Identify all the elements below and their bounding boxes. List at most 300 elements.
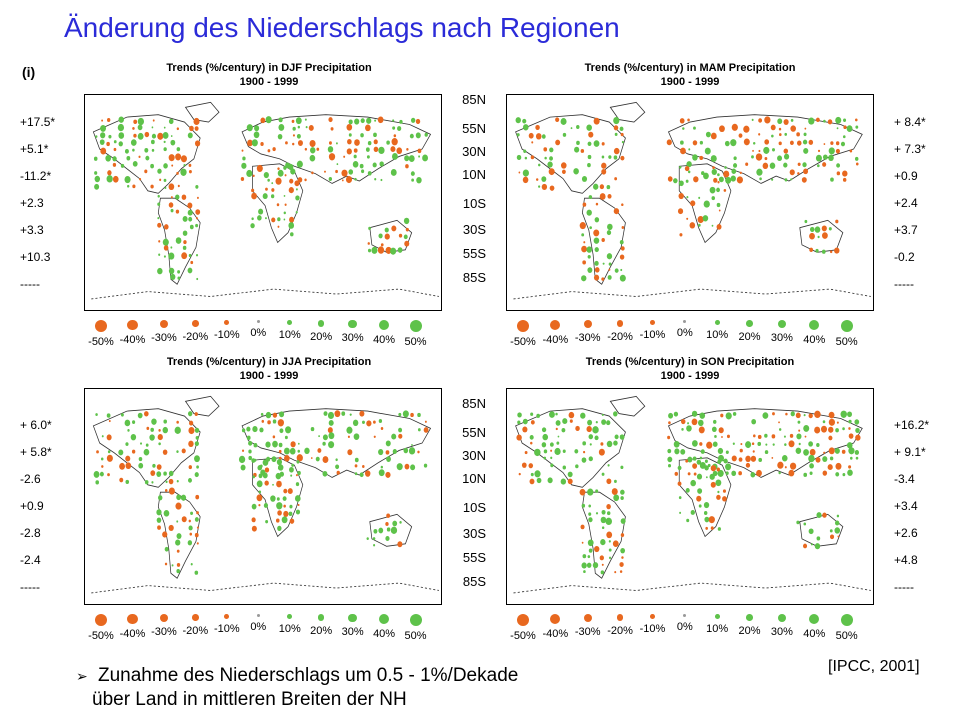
legend-item	[336, 320, 370, 344]
trend-dot	[523, 169, 529, 176]
trend-dot	[764, 116, 770, 123]
trend-dot	[394, 134, 397, 137]
trend-dot	[771, 125, 776, 131]
trend-dot	[606, 420, 610, 425]
trend-dot	[828, 464, 833, 470]
trend-dot	[190, 261, 193, 264]
trend-dot	[276, 473, 281, 479]
trend-dot	[163, 163, 168, 168]
trend-dot	[121, 164, 124, 168]
trend-dot	[619, 562, 623, 567]
trend-dot	[517, 155, 522, 160]
trend-dot	[316, 148, 319, 151]
trend-dot	[127, 429, 129, 432]
trend-dot	[593, 229, 599, 236]
trend-dot	[373, 544, 375, 546]
trend-dot	[100, 472, 104, 477]
trend-dot	[285, 174, 287, 176]
trend-dot	[109, 420, 111, 422]
trend-dot	[405, 464, 410, 470]
trend-dot	[310, 140, 316, 147]
trend-dot	[592, 426, 598, 433]
trend-dot	[254, 443, 258, 447]
trend-dot	[144, 170, 147, 174]
trend-dot	[374, 120, 376, 122]
trend-dot	[586, 426, 591, 432]
trend-dot	[855, 450, 859, 455]
trend-dot	[802, 177, 807, 183]
trend-dot	[711, 133, 717, 140]
trend-dot	[283, 489, 287, 494]
trend-dot	[175, 153, 181, 160]
trend-dot	[784, 119, 789, 125]
trend-dot	[613, 441, 618, 446]
trend-dot	[125, 480, 129, 484]
trend-dot	[759, 177, 762, 180]
trend-dot	[107, 118, 110, 122]
trend-dot	[385, 234, 390, 240]
trend-dot	[687, 422, 689, 424]
trend-dot	[410, 464, 415, 470]
trend-dot	[542, 184, 547, 190]
trend-dot	[753, 450, 755, 452]
trend-dot	[310, 155, 316, 162]
trend-dot	[615, 435, 619, 440]
trend-dot	[295, 495, 301, 502]
trend-dot	[785, 413, 787, 416]
trend-dot	[157, 268, 162, 274]
trend-dot	[726, 451, 729, 454]
map-title: Trends (%/century) in DJF Precipitation	[166, 62, 372, 74]
trend-dot	[397, 126, 401, 131]
trend-dot	[697, 488, 702, 494]
trend-dot	[589, 195, 592, 199]
trend-dot	[108, 450, 111, 453]
trend-dot	[304, 448, 309, 454]
trend-dot	[95, 413, 98, 416]
trend-dot	[241, 163, 246, 169]
trend-dot	[790, 125, 796, 131]
trend-dot	[251, 189, 254, 193]
legend-label: -40%	[119, 628, 146, 641]
trend-dot	[113, 176, 119, 183]
trend-dot	[298, 126, 300, 129]
trend-dot	[536, 414, 540, 418]
trend-dot	[258, 209, 263, 215]
trend-dot	[261, 413, 264, 416]
trend-dot	[94, 184, 99, 190]
trend-dot	[723, 489, 726, 492]
trend-dot	[107, 434, 112, 440]
trend-dot	[399, 120, 402, 124]
trend-dot	[346, 124, 352, 131]
legend-dot	[715, 614, 720, 619]
trend-dot	[118, 124, 124, 131]
trend-dot	[836, 149, 840, 154]
trend-dot	[169, 119, 174, 124]
trend-dot	[191, 563, 193, 565]
legend-dot	[683, 614, 686, 617]
trend-dot	[823, 471, 828, 476]
trend-dot	[822, 250, 826, 254]
legend-dot	[160, 614, 168, 622]
trend-dot	[765, 450, 768, 454]
trend-dot	[836, 163, 840, 167]
trend-dot	[779, 141, 782, 145]
trend-dot	[721, 436, 723, 438]
trend-dot	[289, 512, 293, 516]
trend-dot	[260, 118, 265, 124]
trend-dot	[612, 488, 618, 495]
trend-dot	[710, 474, 715, 480]
trend-dot	[758, 133, 760, 135]
legend-label: -30%	[151, 332, 177, 345]
trend-dot	[599, 449, 605, 456]
trend-dot	[855, 157, 858, 161]
trend-dot	[581, 246, 587, 253]
trend-dot	[692, 463, 697, 469]
trend-dot	[782, 455, 788, 461]
latitude-label: 30N	[462, 144, 486, 159]
trend-dot	[607, 224, 613, 230]
trend-dot	[847, 125, 853, 132]
trend-dot	[803, 425, 809, 432]
trend-dot	[337, 163, 339, 165]
trend-dot	[719, 210, 721, 212]
trend-dot	[790, 141, 794, 145]
trend-dot	[277, 203, 280, 206]
region-trend-value: -2.6	[20, 472, 41, 486]
trend-dot	[386, 141, 390, 145]
trend-dot	[290, 474, 292, 476]
trend-dot	[701, 449, 705, 454]
trend-dot	[163, 449, 168, 454]
legend-dot	[584, 614, 592, 622]
trend-dot	[391, 527, 397, 534]
trend-dot	[764, 139, 769, 144]
trend-dot	[842, 171, 847, 177]
region-trend-value: +0.9	[20, 499, 44, 513]
trend-dot	[329, 141, 332, 144]
trend-dot	[704, 201, 710, 208]
legend-dot	[550, 320, 560, 330]
latitude-label: 55S	[462, 550, 486, 565]
trend-dot	[568, 479, 573, 485]
map-panel-mam	[500, 62, 880, 362]
trend-dot	[373, 537, 376, 540]
trend-dot	[593, 562, 598, 568]
trend-dot	[100, 148, 106, 155]
trend-dot	[589, 434, 594, 439]
region-trend-value: -2.8	[20, 526, 41, 540]
legend-item	[733, 320, 767, 343]
latitude-label: 85S	[462, 270, 486, 285]
trend-dot	[278, 226, 280, 228]
trend-dot	[289, 467, 294, 473]
latitude-label: 55N	[462, 425, 486, 440]
trend-dot	[306, 126, 308, 128]
trend-dot	[360, 472, 364, 477]
trend-dot	[561, 428, 565, 432]
trend-dot	[804, 414, 806, 416]
trend-dot	[329, 420, 334, 426]
trend-dot	[790, 178, 792, 180]
trend-dot	[404, 235, 408, 240]
trend-dot	[835, 472, 839, 476]
trend-dot	[353, 161, 359, 168]
trend-dot	[379, 161, 383, 166]
trend-dot	[196, 217, 198, 219]
trend-dot	[587, 420, 592, 426]
trend-dot	[378, 449, 383, 455]
trend-dot	[283, 511, 288, 517]
trend-dot	[328, 117, 332, 122]
trend-dot	[561, 118, 567, 125]
trend-dot	[790, 463, 796, 470]
trend-dot	[588, 539, 594, 546]
trend-dot	[360, 133, 364, 137]
trend-dot	[195, 472, 199, 477]
continent-outline	[516, 115, 626, 194]
trend-dot	[317, 448, 321, 453]
latitude-label: 10N	[462, 167, 486, 182]
trend-dot	[417, 413, 421, 417]
trend-dot	[818, 236, 820, 238]
trend-dot	[105, 155, 111, 162]
trend-dot	[777, 118, 782, 124]
trend-dot	[107, 413, 111, 417]
trend-dot	[265, 520, 268, 523]
trend-dot	[808, 441, 813, 446]
trend-dot	[606, 518, 612, 525]
trend-dot	[288, 164, 293, 170]
trend-dot	[157, 464, 162, 470]
trend-dot	[170, 246, 172, 248]
trend-dot	[425, 421, 427, 423]
trend-dot	[667, 457, 672, 463]
trend-dot	[544, 449, 547, 453]
continent-outline	[242, 115, 430, 184]
legend-dot	[841, 320, 853, 332]
trend-dot	[175, 427, 181, 434]
trend-dot	[157, 202, 160, 205]
trend-dot	[602, 473, 605, 476]
legend-dot	[160, 320, 168, 328]
trend-dot	[424, 427, 429, 433]
trend-dot	[522, 119, 526, 124]
trend-dot	[296, 188, 298, 190]
trend-dot	[150, 428, 154, 432]
trend-dot	[251, 217, 253, 220]
trend-dot	[667, 436, 670, 439]
trend-dot	[620, 156, 624, 161]
trend-dot	[673, 178, 678, 183]
trend-dot	[788, 440, 794, 447]
trend-dot	[374, 436, 376, 438]
trend-dot	[581, 562, 586, 568]
trend-dot	[717, 203, 721, 207]
trend-dot	[194, 455, 200, 462]
trend-dot	[808, 455, 814, 462]
trend-dot	[843, 119, 846, 122]
legend-dot	[650, 614, 655, 619]
trend-dot	[680, 449, 685, 455]
trend-dot	[817, 536, 821, 540]
trend-dot	[257, 165, 263, 172]
legend-dot	[257, 320, 260, 323]
trend-dot	[242, 150, 244, 152]
trend-dot	[373, 421, 376, 424]
trend-dot	[538, 185, 540, 187]
trend-dot	[596, 421, 598, 423]
trend-dot	[828, 427, 833, 433]
trend-dot	[686, 488, 690, 493]
trend-dot	[195, 126, 199, 131]
trend-dot	[856, 457, 859, 460]
trend-dot	[183, 230, 188, 235]
trend-dot	[418, 428, 421, 431]
trend-dot	[790, 434, 793, 438]
trend-dot	[106, 142, 110, 146]
legend-label: 30%	[770, 332, 793, 345]
trend-dot	[854, 419, 859, 424]
trend-dot	[284, 448, 290, 455]
trend-dot	[706, 132, 711, 138]
trend-dot	[403, 410, 409, 417]
trend-dot	[613, 411, 618, 416]
trend-dot	[711, 155, 717, 162]
trend-dot	[138, 118, 144, 125]
trend-dot	[724, 189, 727, 192]
trend-dot	[534, 470, 540, 477]
trend-dot	[176, 210, 179, 214]
trend-dot	[328, 412, 334, 419]
trend-dot	[523, 177, 529, 183]
trend-dot	[381, 427, 384, 430]
trend-dot	[273, 413, 277, 418]
trend-dot	[516, 435, 521, 441]
trend-dot	[264, 503, 268, 508]
trend-dot	[278, 419, 284, 426]
trend-dot	[284, 218, 286, 220]
trend-dot	[620, 570, 622, 573]
trend-dot	[778, 471, 780, 474]
trend-dot	[602, 526, 604, 529]
trend-dot	[100, 139, 105, 145]
trend-dot	[285, 203, 287, 205]
trend-dot	[181, 495, 186, 501]
trend-dot	[164, 127, 166, 129]
region-trend-value: -0.2	[894, 250, 915, 264]
trend-dot	[778, 421, 780, 423]
trend-dot	[700, 457, 702, 460]
trend-dot	[607, 194, 611, 199]
trend-dot	[176, 172, 179, 175]
trend-dot	[188, 540, 192, 545]
trend-dot	[323, 471, 328, 477]
trend-dot	[335, 464, 339, 469]
legend-item	[84, 614, 118, 642]
trend-dot	[693, 456, 697, 460]
region-trend-value: + 6.0*	[20, 418, 52, 432]
region-values-mam	[890, 115, 955, 305]
trend-dot	[688, 148, 690, 150]
trend-dot	[145, 132, 150, 137]
trend-dot	[830, 456, 833, 460]
trend-dot	[668, 421, 671, 424]
trend-dot	[257, 215, 262, 220]
trend-dot	[758, 118, 762, 122]
trend-dot	[607, 185, 611, 189]
legend-item	[304, 614, 338, 637]
trend-dot	[693, 126, 696, 129]
trend-dot	[688, 472, 691, 475]
trend-dot	[690, 222, 696, 228]
trend-dot	[805, 128, 807, 130]
trend-dot	[680, 148, 686, 155]
trend-dot	[361, 118, 365, 123]
trend-dot	[815, 249, 818, 253]
trend-dot	[740, 172, 742, 174]
trend-dot	[296, 510, 300, 515]
trend-dot	[587, 563, 592, 568]
trend-dot	[817, 164, 820, 167]
trend-dot	[138, 156, 140, 158]
trend-dot	[711, 482, 716, 488]
trend-dot	[576, 125, 579, 129]
trend-dot	[763, 163, 769, 169]
trend-dot	[328, 432, 334, 439]
trend-dot	[277, 459, 282, 465]
trend-dot	[763, 147, 769, 154]
trend-dot	[170, 140, 175, 146]
trend-dot	[779, 428, 781, 431]
legend-item	[635, 320, 669, 341]
trend-dot	[621, 556, 623, 559]
trend-dot	[187, 203, 192, 209]
trend-dot	[799, 443, 801, 445]
trend-dot	[264, 172, 269, 178]
trend-dot	[784, 149, 789, 154]
trend-dot	[687, 457, 692, 463]
trend-dot	[712, 166, 715, 169]
trend-dot	[809, 463, 814, 468]
trend-legend	[506, 320, 872, 356]
region-trend-value: +2.4	[894, 196, 918, 210]
trend-dot	[138, 463, 143, 469]
legend-dot	[778, 614, 786, 622]
trend-dot	[686, 519, 689, 522]
trend-dot	[703, 215, 709, 221]
trend-dot	[378, 233, 382, 238]
region-trend-value: + 5.8*	[20, 445, 52, 459]
trend-dot	[125, 176, 131, 183]
legend-item	[797, 320, 831, 346]
trend-dot	[282, 516, 288, 523]
trend-dot	[587, 267, 592, 273]
trend-dot	[836, 141, 839, 145]
legend-dot	[95, 320, 107, 332]
trend-dot	[723, 171, 729, 178]
trend-dot	[622, 226, 625, 229]
trend-dot	[523, 124, 529, 130]
continent-outline	[513, 583, 870, 593]
trend-dot	[305, 148, 307, 151]
trend-dot	[816, 443, 819, 447]
trend-dot	[341, 170, 347, 177]
trend-dot	[809, 248, 813, 252]
trend-dot	[311, 172, 313, 175]
